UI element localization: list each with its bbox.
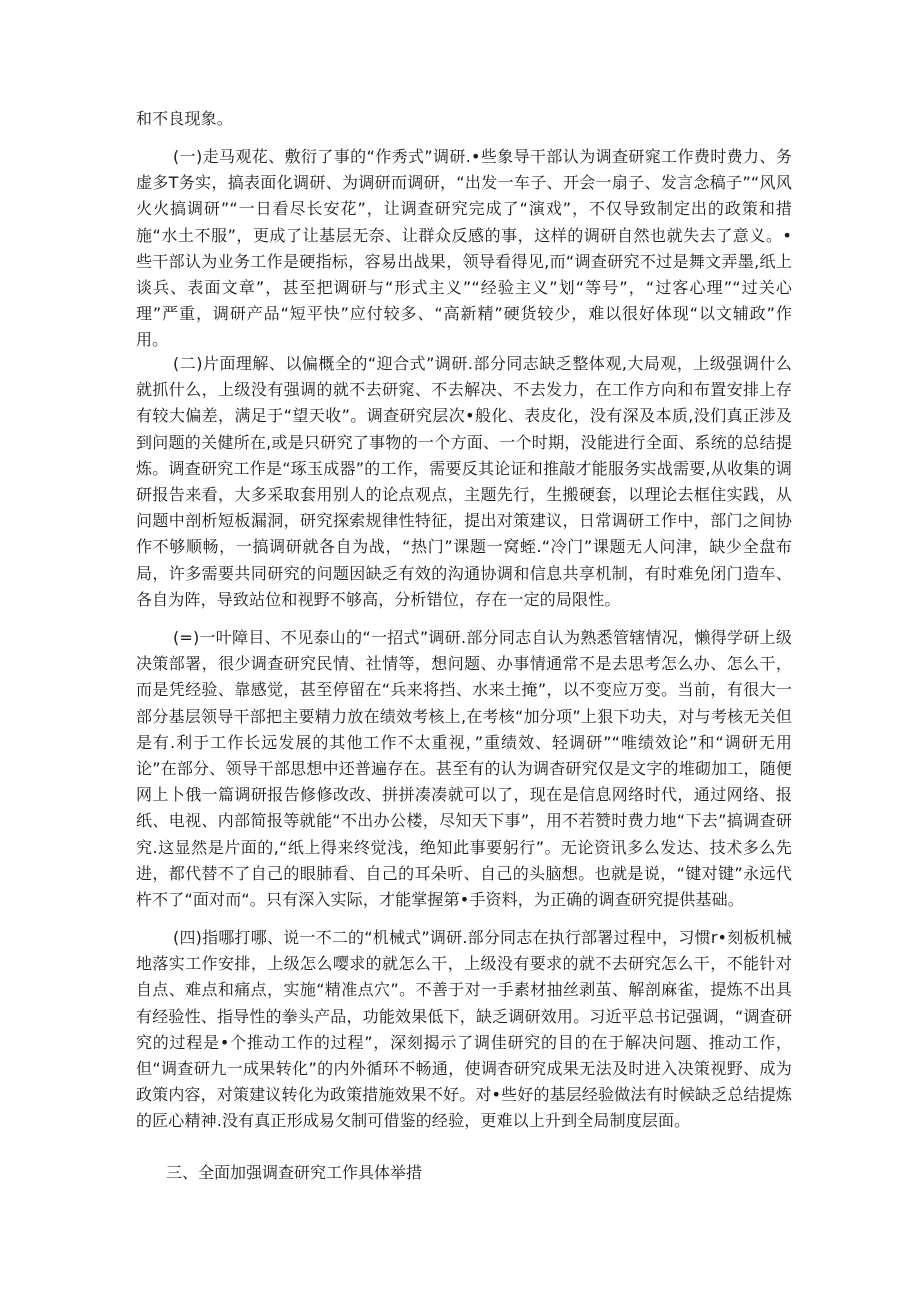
- paragraph-catering-research: (二)片面理解、以偏概全的“迎合式”调研.部分同志缺乏整体观,大局观，上级强调什么就抓什么，上级没有强调的就不去研窕、不去解决、不去发力，在工作方向和布置安排上存有较大偏差，满足于“望天收”。调查研究层次•般化、表皮化，没有深及本质,没们真正涉及到问题的关健所在,或是只研究了事物的一个方面、一个时期，没能进行全面、系统的总结提炼。调查研究工作是“琢玉成器”的工作，需要反其论证和推敲才能服务实战需要,从收集的调研报告来看，大多采取套用别人的论点观点，主题先行，生搬硬套，以理论去框住实践，从问题中剖析短板漏洞，研究探索规律性特征，提出对策建议，日常调研工作中，部门之间协作不够顺畅，一搞调研就各自为战，“热门”课题一窝蛭.“冷门”课题无人问津，缺少全盘布局，许多需要共同研究的问题因缺乏有效的沟通协调和信息共享机制，有时难免闭门造车、各自为阵，导致站位和视野不够高，分析错位，存在一定的局限性。: [136, 354, 792, 609]
- continuation-line: 和不良现象。: [136, 109, 233, 128]
- section-heading: 三、全面加强调查研究工作具体举措: [166, 1163, 423, 1182]
- paragraph-mechanical-research: (四)指哪打哪、说一不二的“机械式”调研.部分同志在执行部署过程中，习惯r•刻板机械地落实工作安排，上级怎么嘤求的就怎么干，上级没有要求的就不去研究怎么干，不能针对自点、难点和痛点，实施“精准点穴”。不善于对一手素材抽丝剥茧、解剖麻雀，提炼不出具有经验性、指导性的拳头产品，功能效果低下，缺乏调研效用。习近平总书记强调，“调查研究的过程是•个推动工作的过程”，深刻揭示了调佳研究的目的在于解决问题、推动工作，但“调查研九一成果转化”的内外循环不畅通，使调杳研究成果无法及时进入决策视野、成为政策内容，对策建议转化为政策措施效果不好。对•些好的基层经验做法有时候缺乏总结提炼的匠心精神.没有真正形成易攵制可借鉴的经验，更难以上升到全局制度层面。: [136, 928, 792, 1131]
- paragraph-showcase-research: (一)走马观花、敷衍了事的“作秀式”调研.•些象导干部认为调查研窕工作费时费力、务虚多T务实，搞表面化调研、为调研而调研，“出发一车子、开会一扇子、发言念稿子”“风风火火搞调研”“一日看尽长安花”，让调查研究完成了“演戏”，不仅导致制定出的政策和措施“水土不服”，更成了让基层无奈、让群众反感的事，这样的调研自然也就失去了意义。•些干部认为业务工作是硬指标，容易出战果，领导看得见,而“调查研究不过是舞文弄墨,纸上谈兵、表面文章”，甚至把调研与“形式主义”“经验主义”划“等号”，“过客心理”“过关心理”严重，调研产品“短平快”应付较多、“高新精”硬货较少，难以很好体现“以文辅政”作用。: [136, 147, 792, 350]
- paragraph-one-trick-research: (=)一叶障目、不见泰山的“一招式”调研.部分同志自认为熟悉管辖情况，懒得学研上级决策部署，很少调查研究民情、社情等，想问题、办事情通常不是去思考怎么办、怎么干，而是凭经验、靠感觉，甚至停留在“兵来将挡、水来土掩”，以不变应万变。当前，有很大一部分基层领导干部把主要精力放在绩效考核上,在考核“加分项”上狠下功夫，对与考核无关但是有.利于工作长远发展的其他工作不太重视，”重绩效、轻调研”“唯绩效论”和“调研无用论”在部分、领导干部思想中还普遍存在。甚至有的认为调杳研究仅是文字的堆砌加工，随便网上卜俄一篇调研报告修修改改、拼拼凑凑就可以了，现在是信息网络时代，通过网络、报纸、电视、内部简报等就能“不出办公楼，尽知天下事”，用不若赞时费力地“下去”搞调查研究.这显然是片面的,“纸上得来终觉浅，绝知此事要躬行”。无论资讯多么发达、技术多么先进，都代替不了自己的眼肺看、自己的耳朵听、自己的头脑想。也就是说，“键对键”永远代杵不了“面对而“。只有深入实际，才能掌握第•手资料，为正确的调查研究提供基础。: [136, 628, 792, 910]
